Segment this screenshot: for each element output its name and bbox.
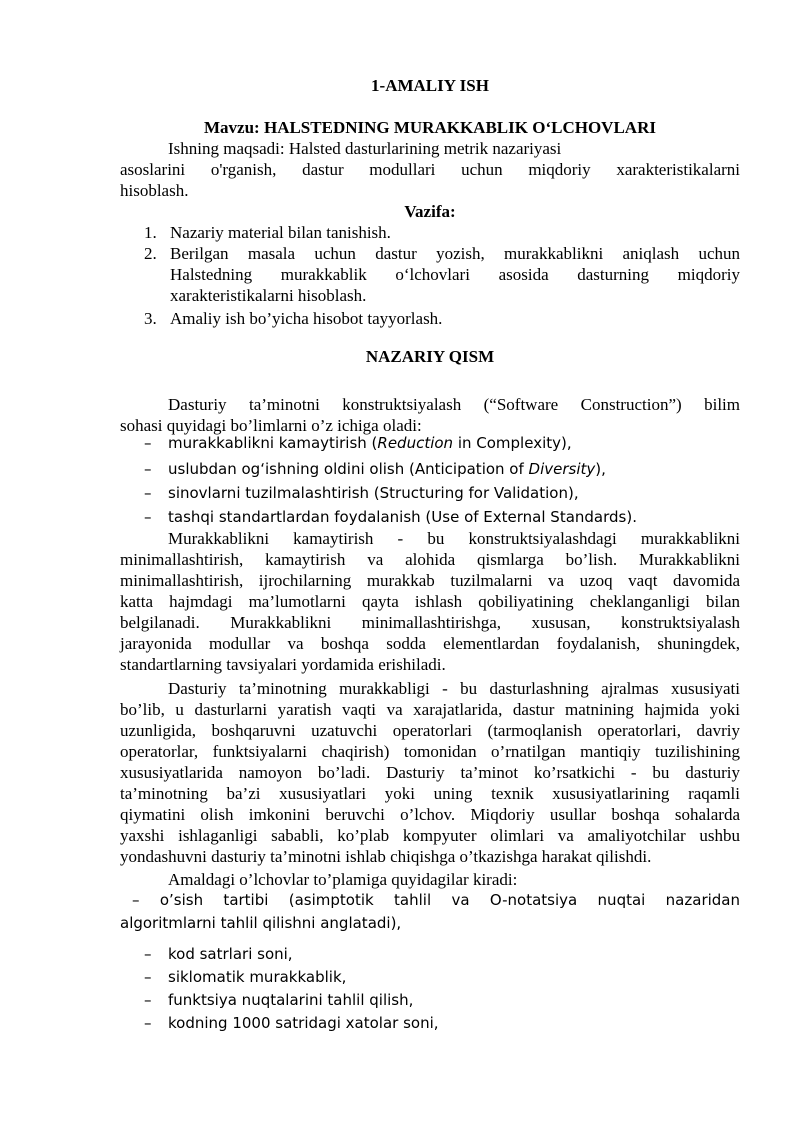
area-text: tashqi standartlardan foydalanish (Use of External Standards). xyxy=(168,508,637,526)
paragraph-line: jarayonida modullar va boshqa sodda elementlardan foydalanish, shuningdek, xyxy=(120,634,740,653)
paragraph-line: belgilanadi. Murakkablikni minimallashtirishga, xususan, konstruktsiyalash xyxy=(120,613,740,632)
theory-heading: NAZARIY QISM xyxy=(365,347,495,366)
intro-line: Dasturiy ta’minotni konstruktsiyalash (“Software Construction”) bilim xyxy=(168,395,740,414)
area-text: in Complexity), xyxy=(453,434,572,452)
dash-bullet: – xyxy=(144,991,152,1009)
metric-text: kod satrlari soni, xyxy=(168,945,293,963)
dash-bullet: – xyxy=(144,484,152,502)
growth-line: – o’sish tartibi (asimptotik tahlil va O-notatsiya nuqtai nazaridan xyxy=(132,891,740,909)
paragraph-line: uzunligida, boshqaruvni uzatuvchi operatorlari (tarmoqlanish operatorlari, davriy xyxy=(120,721,740,740)
paragraph-line: bo’lib, u dasturlarni yaratish vaqti va xarajatlarida, dastur matnining hajmida yoki xyxy=(120,700,740,719)
dash-bullet: – xyxy=(144,460,152,478)
paragraph-line: xususiyatlarida namoyon bo’ladi. Dasturiy ta’minot ko’rsatkichi - bu dasturiy xyxy=(120,763,740,782)
paragraph-line: yondashuvni dasturiy ta’minotni ishlab chiqishga o’tkazishga harakat qilishdi. xyxy=(120,847,652,866)
task-text: Nazariy material bilan tanishish. xyxy=(170,223,391,242)
paragraph-line: standartlarning tavsiyalari yordamida erishiladi. xyxy=(120,655,446,674)
paragraph-line: minimallashtirish, ijrochilarning murakkab tuzilmalarni va uzoq vaqt davomida xyxy=(120,571,740,590)
paragraph-line: Murakkablikni kamaytirish - bu konstruktsiyalashdagi murakkablikni xyxy=(168,529,740,548)
topic-title: Mavzu: HALSTEDNING MURAKKABLIK O‘LCHOVLARI xyxy=(204,118,656,137)
task-number: 3. xyxy=(144,309,157,328)
paragraph-line: qiymatini olish imkonini beruvchi o’lchov. Miqdoriy usullar boshqa sohalarda xyxy=(120,805,740,824)
dash-bullet: – xyxy=(144,434,152,452)
purpose-line: hisoblash. xyxy=(120,181,189,200)
area-text: murakkablikni kamaytirish ( xyxy=(168,434,378,452)
purpose-line: asoslarini o'rganish, dastur modullari uchun miqdoriy xarakteristikalarni xyxy=(120,160,740,179)
dash-bullet: – xyxy=(144,1014,152,1032)
task-text: Amaliy ish bo’yicha hisobot tayyorlash. xyxy=(170,309,443,328)
dash-bullet: – xyxy=(144,945,152,963)
dash-bullet: – xyxy=(144,508,152,526)
area-text: sinovlarni tuzilmalashtirish (Structuring for Validation), xyxy=(168,484,579,502)
metric-text: funktsiya nuqtalarini tahlil qilish, xyxy=(168,991,414,1009)
paragraph-line: yaxshi ishlaganligi sababli, ko’plab kompyuter olimlari va amaliyotchilar ushbu xyxy=(120,826,740,845)
paragraph-line: katta hajmdagi ma’lumotlarni qayta ishlash qobiliyatining cheklanganligi bilan xyxy=(120,592,740,611)
area-text-italic: Diversity xyxy=(528,460,596,478)
task-text: Berilgan masala uchun dastur yozish, murakkablikni aniqlash uchun xyxy=(170,244,740,263)
metric-text: kodning 1000 satridagi xatolar soni, xyxy=(168,1014,439,1032)
metrics-intro: Amaldagi o’lchovlar to’plamiga quyidagilar kiradi: xyxy=(168,870,518,889)
task-number: 1. xyxy=(144,223,157,242)
dash-bullet: – xyxy=(144,968,152,986)
paragraph-line: ta’minotning ba’zi xususiyatlari yoki uning texnik xususiyatlarining raqamli xyxy=(120,784,740,803)
area-text-italic: Reduction xyxy=(377,434,454,452)
task-text: Halstedning murakkablik o‘lchovlari asosida dasturning miqdoriy xyxy=(170,265,740,284)
task-text: xarakteristikalarni hisoblash. xyxy=(170,286,367,305)
paragraph-line: Dasturiy ta’minotning murakkabligi - bu dasturlashning ajralmas xususiyati xyxy=(168,679,740,698)
growth-line: algoritmlarni tahlil qilishni anglatadi), xyxy=(120,914,402,932)
metric-text: siklomatik murakkablik, xyxy=(168,968,347,986)
task-number: 2. xyxy=(144,244,157,263)
purpose-line: Ishning maqsadi: Halsted dasturlarining metrik nazariyasi xyxy=(168,139,562,158)
paragraph-line: operatorlar, funktsiyalarni chaqirish) tomonidan o’rnatilgan mantiqiy tuzilishining xyxy=(120,742,740,761)
paragraph-line: minimallashtirish, kamaytirish va alohida qismlarga bo’lish. Murakkablikni xyxy=(120,550,740,569)
page-title: 1-AMALIY ISH xyxy=(371,76,489,95)
task-heading: Vazifa: xyxy=(404,202,456,221)
intro-line: sohasi quyidagi bo’limlarni o’z ichiga oladi: xyxy=(120,416,422,435)
area-text: ), xyxy=(595,460,606,478)
area-text: uslubdan og‘ishning oldini olish (Anticipation of xyxy=(168,460,529,478)
